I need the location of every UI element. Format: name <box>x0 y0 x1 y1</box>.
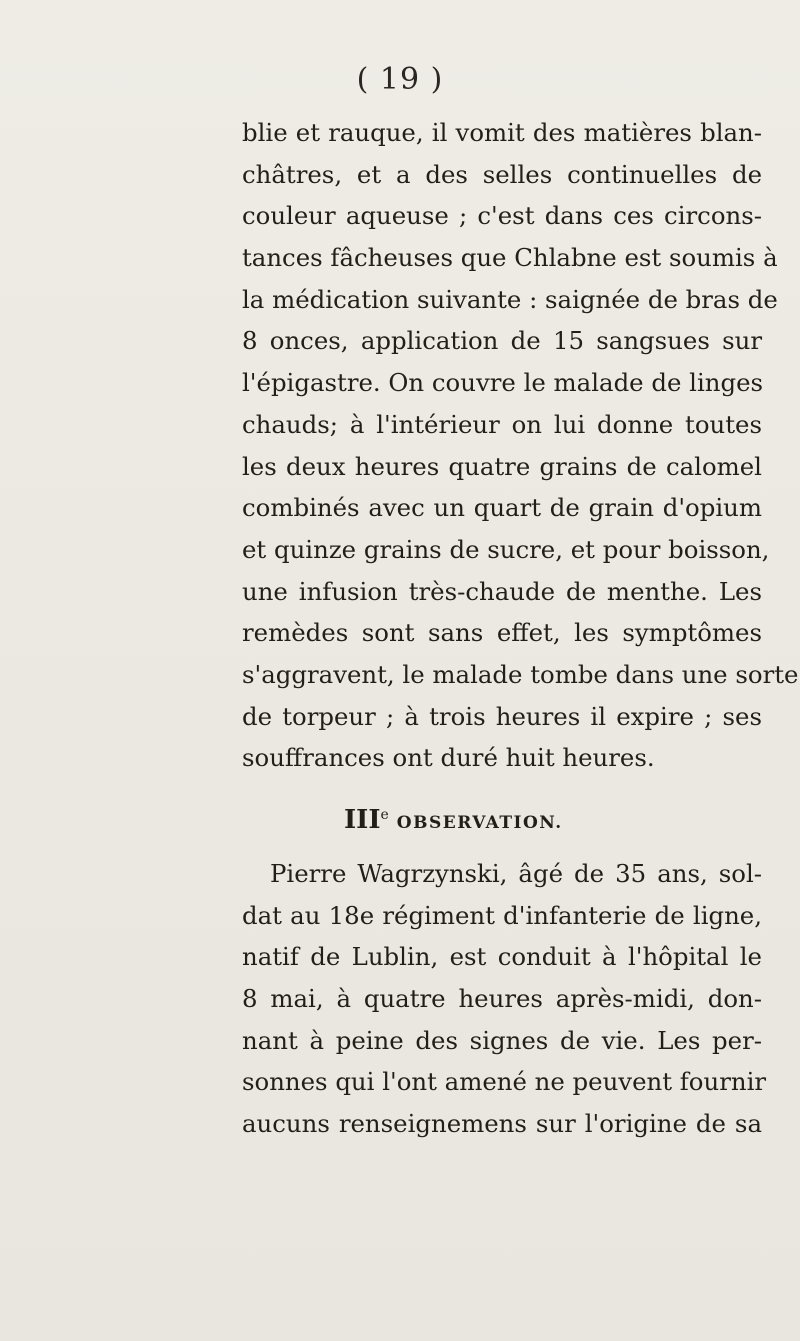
text-line: les deux heures quatre grains de calomel <box>242 451 762 481</box>
text-line: tances fâcheuses que Chlabne est soumis à <box>242 243 778 273</box>
text-line: dat au 18e régiment d'infanterie de ligne, <box>242 900 762 930</box>
page-number: ( 19 ) <box>356 62 444 97</box>
text-line: une infusion très-chaude de menthe. Les <box>242 576 762 606</box>
text-line: la médication suivante : saignée de bras de <box>242 284 778 314</box>
text-line: chauds; à l'intérieur on lui donne toutes <box>242 409 762 439</box>
text-line: 8 onces, application de 15 sangsues sur <box>242 326 762 356</box>
section-heading <box>242 779 762 843</box>
heading-title: OBSERVATION. <box>396 813 563 834</box>
text-line: châtres, et a des selles continuelles de <box>242 159 762 189</box>
page-body <box>242 112 799 1145</box>
heading-superscript: e <box>380 807 389 823</box>
text-line: et quinze grains de sucre, et pour boisson, <box>242 534 770 564</box>
text-line: souffrances ont duré huit heures. <box>242 743 655 773</box>
paragraph-2 <box>242 853 767 1145</box>
text-line: l'épigastre. On couvre le malade de linges <box>242 368 764 398</box>
text-line: couleur aqueuse ; c'est dans ces circons- <box>242 201 762 231</box>
text-line: Pierre Wagrzynski, âgé de 35 ans, sol- <box>270 859 762 888</box>
text-line: remèdes sont sans effet, les symptômes <box>242 618 762 648</box>
paragraph-1 <box>242 112 799 779</box>
text-line: 8 mai, à quatre heures après-midi, don- <box>242 984 762 1014</box>
text-line: sonnes qui l'ont amené ne peuvent fournir <box>242 1067 767 1097</box>
text-line: s'aggravent, le malade tombe dans une sorte <box>242 659 799 689</box>
heading-number: III <box>344 805 381 836</box>
spacer <box>242 843 762 853</box>
text-line: de torpeur ; à trois heures il expire ; ses <box>242 701 762 731</box>
text-line: combinés avec un quart de grain d'opium <box>242 493 762 523</box>
text-line: nant à peine des signes de vie. Les per- <box>242 1025 762 1055</box>
text-line: blie et rauque, il vomit des matières blan- <box>242 118 762 147</box>
text-line: natif de Lublin, est conduit à l'hôpital le <box>242 942 762 972</box>
text-line: aucuns renseignemens sur l'origine de sa <box>242 1109 762 1139</box>
